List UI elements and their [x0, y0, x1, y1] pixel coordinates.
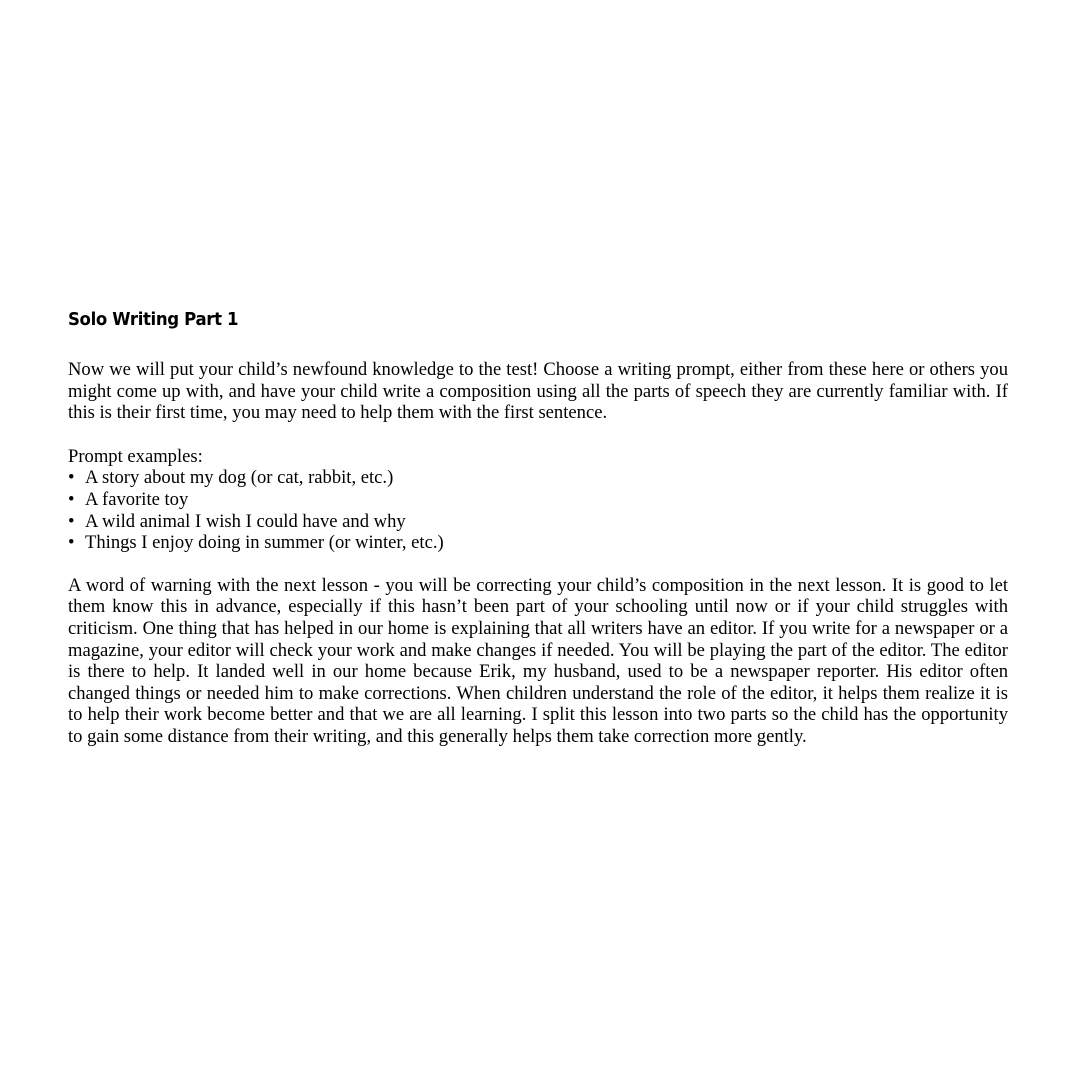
bullet-icon: •: [68, 467, 75, 489]
prompt-list: [68, 467, 1008, 553]
intro-paragraph: Now we will put your child’s newfound knowledge to the test! Choose a writing prompt, either from these here or others you might come up with, and have your child write a composition using all the parts of speech they are currently familiar with. If this is their first time, you may need to help them with the first sentence.: [68, 359, 1008, 424]
bullet-icon: •: [68, 488, 75, 510]
bullet-icon: •: [68, 510, 75, 532]
document-page: [68, 307, 1008, 748]
warning-paragraph: A word of warning with the next lesson - you will be correcting your child’s composition in the next lesson. It is good to let them know this in advance, especially if this hasn’t been part of your schooling until now or if your child struggles with criticism. One thing that has helped in our home is explaining that all writers have an editor. If you write for a newspaper or a magazine, your editor will check your work and make changes if needed. You will be playing the part of the editor. The editor is there to help. It landed well in our home because Erik, my husband, used to be a newspaper reporter. His editor often changed things or needed him to make corrections. When children understand the role of the editor, it helps them realize it is to help their work become better and that we are all learning. I split this lesson into two parts so the child has the opportunity to gain some distance from their writing, and this generally helps them take correction more gently.: [68, 574, 1008, 747]
prompt-examples: [68, 446, 1008, 554]
section-heading: Solo Writing Part 1: [68, 309, 239, 330]
prompt-item-text: A favorite toy: [85, 488, 189, 510]
list-item: [68, 467, 1008, 489]
list-item: [68, 532, 1008, 554]
list-item: [68, 511, 1008, 533]
prompt-item-text: Things I enjoy doing in summer (or winter, etc.): [85, 532, 444, 554]
prompt-examples-label: Prompt examples:: [68, 445, 203, 467]
prompt-item-text: A story about my dog (or cat, rabbit, etc.): [85, 467, 394, 489]
list-item: [68, 489, 1008, 511]
prompt-item-text: A wild animal I wish I could have and why: [85, 510, 406, 532]
bullet-icon: •: [68, 532, 75, 554]
